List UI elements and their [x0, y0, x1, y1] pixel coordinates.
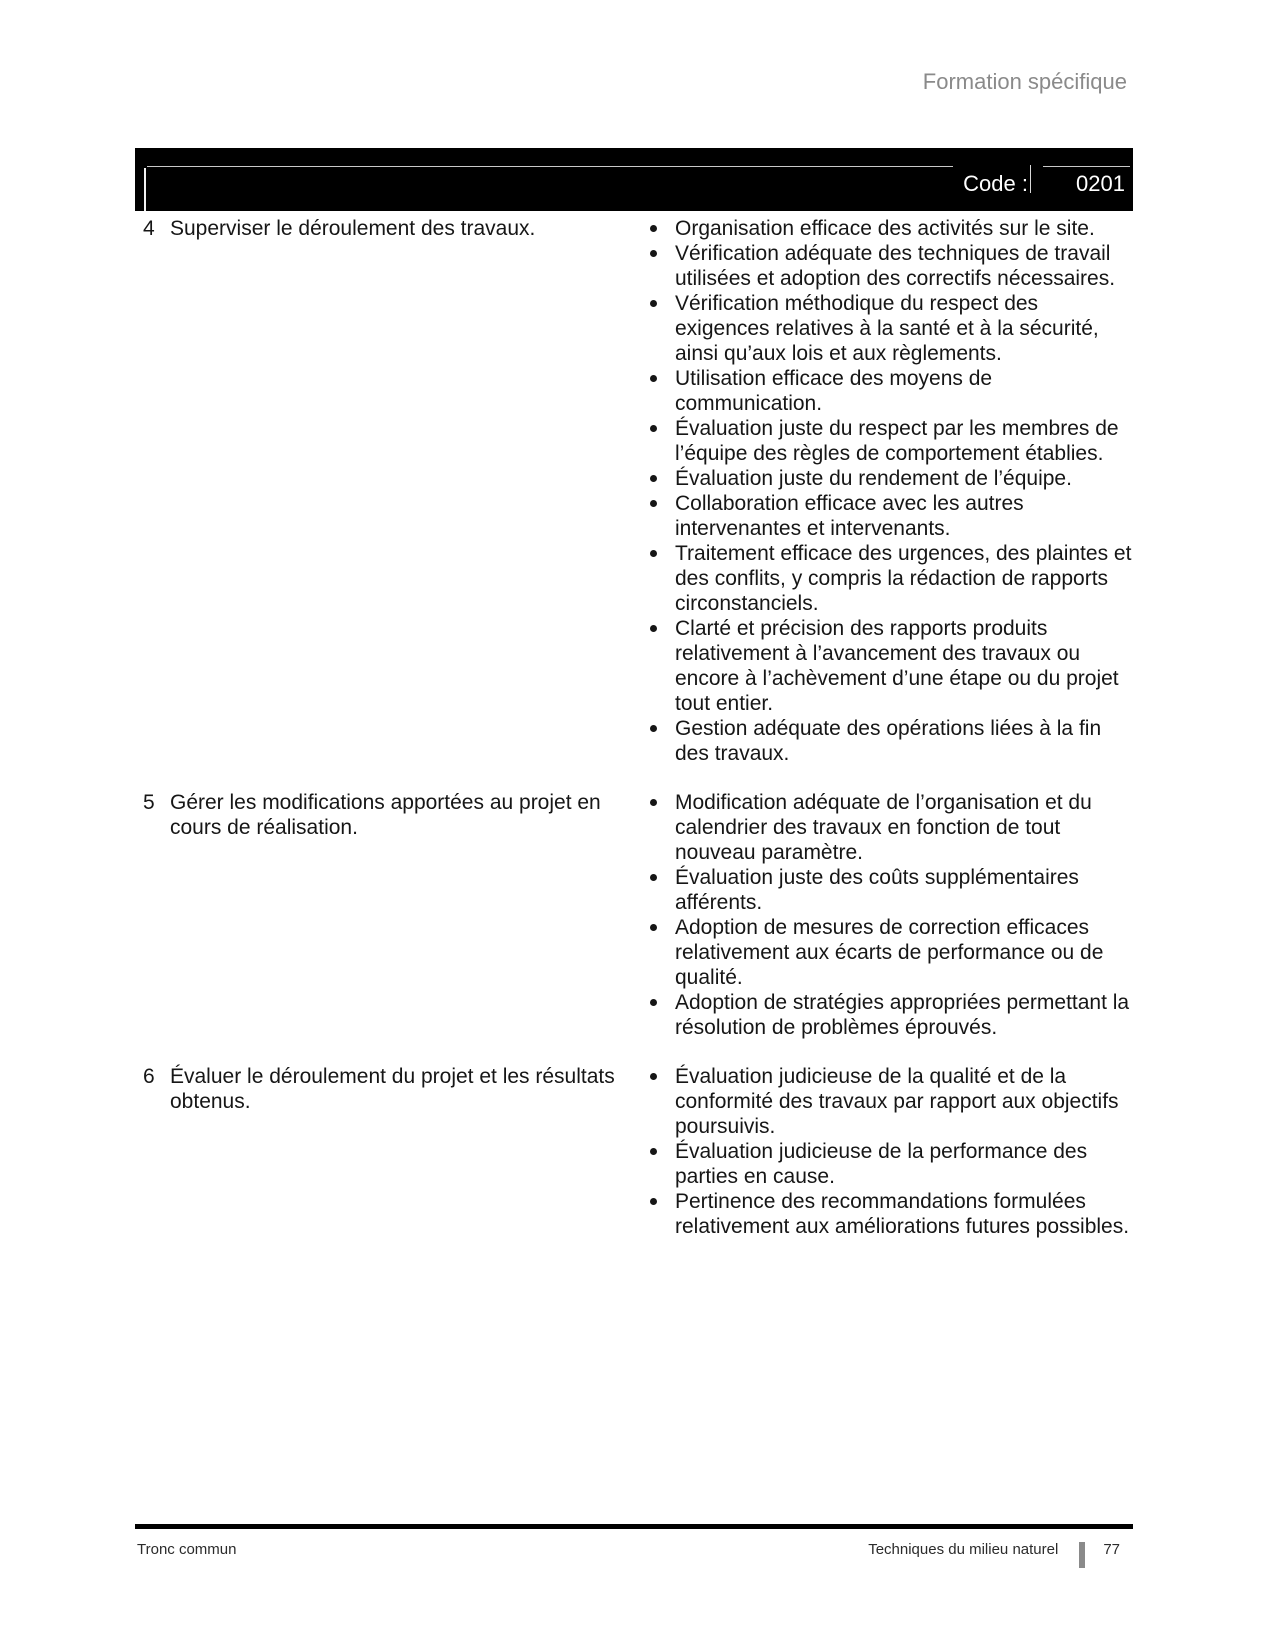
footer-divider-bar [1079, 1542, 1085, 1568]
banner-underline-left [147, 166, 953, 167]
bullet-item: Collaboration efficace avec les autres intervenantes et intervenants. [648, 491, 1133, 541]
bullet-item: Clarté et précision des rapports produits relativement à l’avancement des travaux ou encore à l’achèvement d’une étape ou du projet tout entier. [648, 616, 1133, 716]
bullet-item: Vérification méthodique du respect des exigences relatives à la santé et à la sécurité, ainsi qu’aux lois et aux règlements. [648, 291, 1133, 366]
section-title: Superviser le déroulement des travaux. [170, 217, 536, 240]
bullet-item: Utilisation efficace des moyens de communication. [648, 366, 1133, 416]
objective-section [135, 216, 1133, 766]
footer-program-label: Techniques du milieu naturel [868, 1541, 1059, 1558]
bullet-item: Évaluation judicieuse de la qualité et de la conformité des travaux par rapport aux objectifs poursuivis. [648, 1064, 1133, 1139]
footer-right [868, 1541, 1120, 1568]
footer-section-label: Tronc commun [137, 1541, 237, 1558]
bullet-item: Évaluation juste du respect par les membres de l’équipe des règles de comportement établies. [648, 416, 1133, 466]
page-header: Formation spécifique [922, 69, 1127, 94]
bullet-item: Traitement efficace des urgences, des plaintes et des conflits, y compris la rédaction de rapports circonstanciels. [648, 541, 1133, 616]
bullet-item: Gestion adéquate des opérations liées à la fin des travaux. [648, 716, 1133, 766]
bullet-item: Adoption de stratégies appropriées permettant la résolution de problèmes éprouvés. [648, 990, 1133, 1040]
banner-cell-divider-left [144, 168, 146, 211]
bullet-item: Organisation efficace des activités sur le site. [648, 216, 1133, 241]
code-label: Code : [963, 171, 1028, 196]
criteria-list [648, 216, 1133, 766]
section-left [135, 216, 648, 241]
footer-page-number: 77 [1103, 1541, 1120, 1558]
code-banner [135, 148, 1133, 211]
footer-rule [135, 1524, 1133, 1529]
banner-underline-right [1043, 166, 1130, 167]
bullet-item: Évaluation juste du rendement de l’équipe. [648, 466, 1133, 491]
sections [135, 216, 1133, 1239]
code-value: 0201 [1076, 171, 1125, 196]
bullet-item: Vérification adéquate des techniques de travail utilisées et adoption des correctifs nécessaires. [648, 241, 1133, 291]
objective-section [135, 1064, 1133, 1239]
bullet-item: Modification adéquate de l’organisation et du calendrier des travaux en fonction de tout nouveau paramètre. [648, 790, 1133, 865]
bullet-item: Évaluation judicieuse de la performance des parties en cause. [648, 1139, 1133, 1189]
objective-section [135, 790, 1133, 1040]
section-number: 4 [143, 217, 155, 240]
bullet-item: Évaluation juste des coûts supplémentaires afférents. [648, 865, 1133, 915]
bullet-item: Pertinence des recommandations formulées relativement aux améliorations futures possibles. [648, 1189, 1133, 1239]
section-number: 6 [143, 1065, 155, 1088]
criteria-list [648, 1064, 1133, 1239]
section-left [135, 790, 648, 840]
section-title: Gérer les modifications apportées au projet en cours de réalisation. [170, 791, 601, 839]
section-title: Évaluer le déroulement du projet et les résultats obtenus. [170, 1065, 615, 1113]
bullet-item: Adoption de mesures de correction efficaces relativement aux écarts de performance ou de qualité. [648, 915, 1133, 990]
section-number: 5 [143, 791, 155, 814]
banner-cell-divider [1030, 165, 1031, 193]
section-left [135, 1064, 648, 1114]
criteria-list [648, 790, 1133, 1040]
